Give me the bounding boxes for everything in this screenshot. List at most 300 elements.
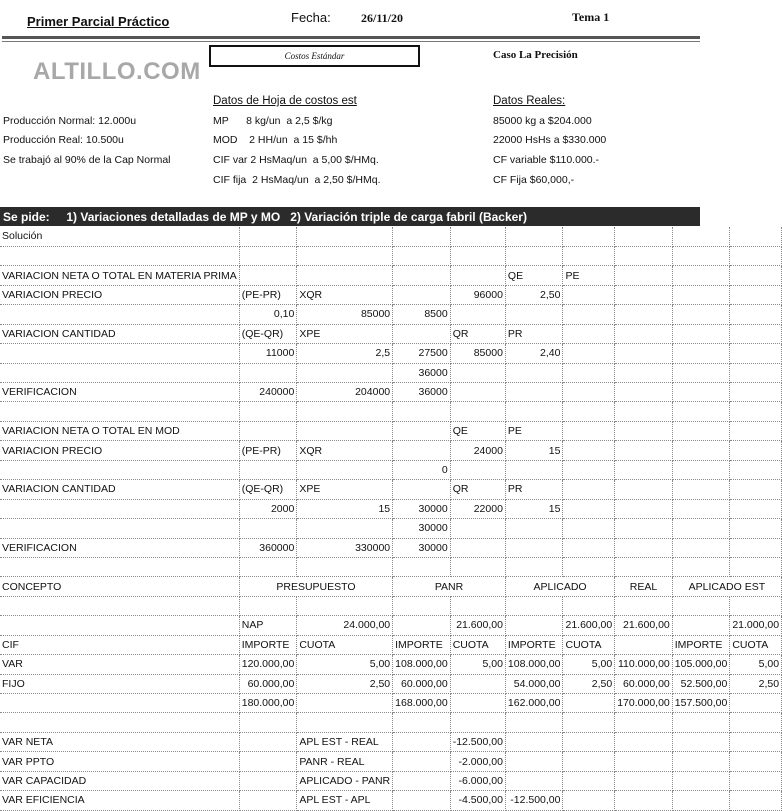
table-cell[interactable]: CIF (0, 635, 239, 654)
table-cell[interactable]: Solución (0, 227, 239, 246)
table-cell[interactable]: -12.500,00 (450, 732, 505, 751)
table-cell[interactable] (297, 402, 393, 421)
table-cell[interactable] (563, 713, 615, 732)
table-cell[interactable] (730, 713, 782, 732)
table-cell[interactable] (730, 557, 782, 576)
table-cell[interactable]: QE (505, 266, 563, 285)
table-cell[interactable] (297, 713, 393, 732)
table-cell[interactable] (730, 694, 782, 713)
table-cell[interactable] (0, 305, 239, 324)
table-cell[interactable] (0, 616, 239, 635)
table-cell[interactable] (730, 246, 782, 265)
table-cell[interactable]: 54.000,00 (505, 674, 563, 693)
table-cell[interactable] (563, 480, 615, 499)
table-cell[interactable] (393, 557, 451, 576)
table-cell[interactable] (672, 227, 730, 246)
table-cell[interactable]: 120.000,00 (239, 655, 297, 674)
table-cell[interactable] (672, 480, 730, 499)
table-cell[interactable] (239, 421, 297, 440)
table-cell[interactable] (730, 344, 782, 363)
table-cell[interactable]: 21.000,00 (730, 616, 782, 635)
table-cell[interactable]: -4.500,00 (450, 791, 505, 810)
table-cell[interactable]: IMPORTE (505, 635, 563, 654)
table-cell[interactable] (450, 694, 505, 713)
table-cell[interactable] (297, 694, 393, 713)
table-cell[interactable]: APLICADO (505, 577, 614, 596)
table-cell[interactable] (672, 460, 730, 479)
table-cell[interactable] (563, 538, 615, 557)
table-cell[interactable]: 360000 (239, 538, 297, 557)
table-cell[interactable] (672, 246, 730, 265)
table-cell[interactable] (505, 519, 563, 538)
table-cell[interactable]: 330000 (297, 538, 393, 557)
table-cell[interactable] (297, 227, 393, 246)
table-cell[interactable] (672, 616, 730, 635)
table-cell[interactable] (239, 732, 297, 751)
table-cell[interactable] (393, 791, 451, 810)
table-cell[interactable]: 5,00 (730, 655, 782, 674)
table-cell[interactable]: 5,00 (563, 655, 615, 674)
table-cell[interactable] (730, 441, 782, 460)
table-cell[interactable] (450, 557, 505, 576)
table-cell[interactable]: VAR PPTO (0, 752, 239, 771)
table-cell[interactable]: (QE-QR) (239, 480, 297, 499)
table-cell[interactable] (297, 363, 393, 382)
table-cell[interactable]: 85000 (297, 305, 393, 324)
table-cell[interactable] (615, 499, 673, 518)
table-cell[interactable] (672, 752, 730, 771)
table-cell[interactable] (0, 402, 239, 421)
table-cell[interactable]: XPE (297, 480, 393, 499)
table-cell[interactable] (563, 771, 615, 790)
table-cell[interactable] (239, 596, 297, 615)
table-cell[interactable]: 108.000,00 (505, 655, 563, 674)
table-cell[interactable] (672, 596, 730, 615)
table-cell[interactable] (505, 557, 563, 576)
table-cell[interactable] (0, 499, 239, 518)
table-cell[interactable] (239, 246, 297, 265)
table-cell[interactable] (672, 324, 730, 343)
table-cell[interactable]: 157.500,00 (672, 694, 730, 713)
table-cell[interactable]: 96000 (450, 285, 505, 304)
table-cell[interactable]: CONCEPTO (0, 577, 239, 596)
table-cell[interactable] (563, 694, 615, 713)
table-cell[interactable] (615, 324, 673, 343)
table-cell[interactable]: IMPORTE (672, 635, 730, 654)
table-cell[interactable] (563, 519, 615, 538)
table-cell[interactable] (239, 771, 297, 790)
table-cell[interactable] (615, 344, 673, 363)
table-cell[interactable]: 24.000,00 (297, 616, 393, 635)
table-cell[interactable] (672, 538, 730, 557)
table-cell[interactable]: 15 (505, 441, 563, 460)
table-cell[interactable] (450, 383, 505, 402)
table-cell[interactable]: 36000 (393, 383, 451, 402)
table-cell[interactable]: 60.000,00 (239, 674, 297, 693)
table-cell[interactable] (615, 732, 673, 751)
table-cell[interactable] (239, 363, 297, 382)
table-cell[interactable]: 168.000,00 (393, 694, 451, 713)
table-cell[interactable]: 2,50 (297, 674, 393, 693)
table-cell[interactable] (297, 421, 393, 440)
table-cell[interactable]: -6.000,00 (450, 771, 505, 790)
table-cell[interactable] (393, 713, 451, 732)
table-cell[interactable] (450, 460, 505, 479)
table-cell[interactable] (450, 246, 505, 265)
table-cell[interactable]: VAR NETA (0, 732, 239, 751)
table-cell[interactable] (730, 305, 782, 324)
table-cell[interactable]: IMPORTE (393, 635, 451, 654)
table-cell[interactable] (672, 519, 730, 538)
table-cell[interactable]: QR (450, 324, 505, 343)
table-cell[interactable] (393, 771, 451, 790)
table-cell[interactable]: 21.600,00 (450, 616, 505, 635)
table-cell[interactable] (672, 499, 730, 518)
table-cell[interactable] (297, 557, 393, 576)
table-cell[interactable]: 0 (393, 460, 451, 479)
table-cell[interactable]: VARIACION PRECIO (0, 285, 239, 304)
table-cell[interactable] (672, 383, 730, 402)
table-cell[interactable] (505, 246, 563, 265)
table-cell[interactable] (239, 791, 297, 810)
table-cell[interactable] (393, 596, 451, 615)
table-cell[interactable] (297, 596, 393, 615)
table-cell[interactable] (450, 674, 505, 693)
table-cell[interactable]: 2,40 (505, 344, 563, 363)
table-cell[interactable] (730, 791, 782, 810)
table-cell[interactable]: VAR CAPACIDAD (0, 771, 239, 790)
table-cell[interactable] (505, 752, 563, 771)
table-cell[interactable] (615, 752, 673, 771)
table-cell[interactable]: APL EST - APL (297, 791, 393, 810)
table-cell[interactable] (505, 713, 563, 732)
table-cell[interactable]: VERIFICACION (0, 383, 239, 402)
table-cell[interactable]: 22000 (450, 499, 505, 518)
table-cell[interactable]: PR (505, 324, 563, 343)
table-cell[interactable] (0, 246, 239, 265)
table-cell[interactable] (615, 266, 673, 285)
table-cell[interactable]: IMPORTE (239, 635, 297, 654)
table-cell[interactable] (730, 596, 782, 615)
table-cell[interactable] (0, 344, 239, 363)
table-cell[interactable] (450, 363, 505, 382)
table-cell[interactable] (730, 480, 782, 499)
table-cell[interactable] (393, 480, 451, 499)
table-cell[interactable] (730, 402, 782, 421)
table-cell[interactable]: 2,50 (730, 674, 782, 693)
table-cell[interactable]: 240000 (239, 383, 297, 402)
table-cell[interactable] (615, 421, 673, 440)
table-cell[interactable]: 85000 (450, 344, 505, 363)
table-cell[interactable]: (QE-QR) (239, 324, 297, 343)
table-cell[interactable]: APL EST - REAL (297, 732, 393, 751)
table-cell[interactable] (450, 713, 505, 732)
table-cell[interactable]: 2,5 (297, 344, 393, 363)
table-cell[interactable] (297, 460, 393, 479)
table-cell[interactable] (297, 266, 393, 285)
table-cell[interactable] (505, 305, 563, 324)
table-cell[interactable] (730, 363, 782, 382)
table-cell[interactable] (393, 285, 451, 304)
table-cell[interactable] (393, 324, 451, 343)
table-cell[interactable] (505, 771, 563, 790)
table-cell[interactable]: 108.000,00 (393, 655, 451, 674)
table-cell[interactable] (672, 305, 730, 324)
table-cell[interactable] (615, 480, 673, 499)
table-cell[interactable]: VARIACION PRECIO (0, 441, 239, 460)
table-cell[interactable] (672, 344, 730, 363)
table-cell[interactable]: XQR (297, 285, 393, 304)
table-cell[interactable] (0, 713, 239, 732)
table-cell[interactable]: PANR - REAL (297, 752, 393, 771)
table-cell[interactable] (563, 421, 615, 440)
table-cell[interactable]: 24000 (450, 441, 505, 460)
table-cell[interactable] (730, 227, 782, 246)
table-cell[interactable]: NAP (239, 616, 297, 635)
table-cell[interactable]: 30000 (393, 499, 451, 518)
table-cell[interactable]: PR (505, 480, 563, 499)
table-cell[interactable] (672, 363, 730, 382)
table-cell[interactable]: 105.000,00 (672, 655, 730, 674)
table-cell[interactable] (615, 227, 673, 246)
table-cell[interactable] (730, 538, 782, 557)
table-cell[interactable] (730, 383, 782, 402)
table-cell[interactable] (0, 596, 239, 615)
table-cell[interactable]: 0,10 (239, 305, 297, 324)
table-cell[interactable]: 60.000,00 (393, 674, 451, 693)
table-cell[interactable] (450, 519, 505, 538)
table-cell[interactable] (393, 266, 451, 285)
table-cell[interactable] (505, 596, 563, 615)
table-cell[interactable]: VARIACION CANTIDAD (0, 324, 239, 343)
table-cell[interactable] (615, 285, 673, 304)
table-cell[interactable]: 36000 (393, 363, 451, 382)
table-cell[interactable] (393, 227, 451, 246)
table-cell[interactable]: 30000 (393, 538, 451, 557)
table-cell[interactable] (505, 538, 563, 557)
table-cell[interactable] (672, 732, 730, 751)
table-cell[interactable] (393, 752, 451, 771)
table-cell[interactable] (505, 227, 563, 246)
table-cell[interactable] (563, 363, 615, 382)
table-cell[interactable]: QE (450, 421, 505, 440)
table-cell[interactable] (0, 694, 239, 713)
table-cell[interactable]: (PE-PR) (239, 285, 297, 304)
table-cell[interactable]: FIJO (0, 674, 239, 693)
table-cell[interactable]: XQR (297, 441, 393, 460)
table-cell[interactable] (615, 791, 673, 810)
table-cell[interactable] (672, 402, 730, 421)
table-cell[interactable]: 5,00 (297, 655, 393, 674)
table-cell[interactable]: PRESUPUESTO (239, 577, 392, 596)
table-cell[interactable] (730, 421, 782, 440)
table-row (0, 324, 782, 343)
table-cell[interactable]: 8500 (393, 305, 451, 324)
table-cell[interactable] (505, 732, 563, 751)
table-cell[interactable]: CUOTA (730, 635, 782, 654)
table-cell[interactable] (393, 246, 451, 265)
table-cell[interactable]: -12.500,00 (505, 791, 563, 810)
table-cell[interactable] (730, 499, 782, 518)
table-cell[interactable]: VARIACION NETA O TOTAL EN MOD (0, 421, 239, 440)
table-cell[interactable] (239, 227, 297, 246)
table-cell[interactable]: VERIFICACION (0, 538, 239, 557)
table-cell[interactable] (563, 305, 615, 324)
table-cell[interactable]: CUOTA (563, 635, 615, 654)
table-cell[interactable] (0, 557, 239, 576)
table-cell[interactable]: 27500 (393, 344, 451, 363)
table-cell[interactable] (672, 441, 730, 460)
table-cell[interactable] (615, 538, 673, 557)
table-cell[interactable]: XPE (297, 324, 393, 343)
table-cell[interactable] (239, 713, 297, 732)
table-cell[interactable]: VARIACION NETA O TOTAL EN MATERIA PRIMA (0, 266, 239, 285)
table-cell[interactable] (615, 519, 673, 538)
table-cell[interactable] (672, 285, 730, 304)
table-cell[interactable] (615, 363, 673, 382)
table-cell[interactable] (563, 441, 615, 460)
table-cell[interactable]: PANR (393, 577, 506, 596)
table-cell[interactable]: 110.000,00 (615, 655, 673, 674)
table-cell[interactable] (563, 383, 615, 402)
table-cell[interactable] (239, 752, 297, 771)
table-cell[interactable]: 2,50 (563, 674, 615, 693)
table-cell[interactable] (672, 557, 730, 576)
table-cell[interactable] (0, 519, 239, 538)
table-cell[interactable] (505, 460, 563, 479)
table-cell[interactable] (0, 363, 239, 382)
table-cell[interactable] (672, 713, 730, 732)
table-cell[interactable]: 52.500,00 (672, 674, 730, 693)
table-row (0, 421, 782, 440)
table-cell[interactable] (615, 441, 673, 460)
table-cell[interactable]: 204000 (297, 383, 393, 402)
table-cell[interactable] (615, 305, 673, 324)
table-cell[interactable] (730, 460, 782, 479)
table-cell[interactable] (615, 635, 673, 654)
table-cell[interactable]: 5,00 (450, 655, 505, 674)
table-cell[interactable] (615, 383, 673, 402)
table-cell[interactable] (563, 596, 615, 615)
table-cell[interactable]: 162.000,00 (505, 694, 563, 713)
table-cell[interactable] (505, 616, 563, 635)
table-cell[interactable]: (PE-PR) (239, 441, 297, 460)
table-cell[interactable] (672, 421, 730, 440)
table-cell[interactable] (672, 791, 730, 810)
table-cell[interactable] (563, 344, 615, 363)
table-cell[interactable]: 15 (297, 499, 393, 518)
table-cell[interactable] (239, 402, 297, 421)
table-cell[interactable] (615, 460, 673, 479)
table-cell[interactable]: 2000 (239, 499, 297, 518)
table-cell[interactable]: 21.600,00 (615, 616, 673, 635)
table-cell[interactable] (393, 616, 451, 635)
table-cell[interactable] (563, 285, 615, 304)
table-cell[interactable] (505, 383, 563, 402)
table-cell[interactable] (563, 499, 615, 518)
table-cell[interactable] (393, 402, 451, 421)
table-cell[interactable] (730, 285, 782, 304)
table-cell[interactable] (615, 771, 673, 790)
table-cell[interactable] (450, 538, 505, 557)
table-cell[interactable] (730, 732, 782, 751)
table-cell[interactable]: 15 (505, 499, 563, 518)
table-cell[interactable] (615, 557, 673, 576)
table-cell[interactable] (393, 441, 451, 460)
table-cell[interactable]: QR (450, 480, 505, 499)
table-cell[interactable]: -2.000,00 (450, 752, 505, 771)
table-cell[interactable] (730, 266, 782, 285)
table-cell[interactable] (615, 596, 673, 615)
table-cell[interactable]: CUOTA (297, 635, 393, 654)
table-cell[interactable] (563, 227, 615, 246)
table-cell[interactable] (393, 421, 451, 440)
table-cell[interactable] (239, 519, 297, 538)
table-cell[interactable] (563, 460, 615, 479)
table-cell[interactable]: VAR EFICIENCIA (0, 791, 239, 810)
table-cell[interactable] (730, 771, 782, 790)
table-cell[interactable] (563, 246, 615, 265)
table-cell[interactable]: 2,50 (505, 285, 563, 304)
table-cell[interactable] (239, 557, 297, 576)
table-cell[interactable] (730, 519, 782, 538)
table-cell[interactable] (297, 519, 393, 538)
table-cell[interactable] (450, 266, 505, 285)
table-cell[interactable] (563, 557, 615, 576)
table-cell[interactable] (563, 732, 615, 751)
table-cell[interactable] (615, 713, 673, 732)
table-cell[interactable] (505, 363, 563, 382)
table-cell[interactable]: 30000 (393, 519, 451, 538)
table-cell[interactable] (730, 752, 782, 771)
table-cell[interactable] (450, 596, 505, 615)
table-cell[interactable] (239, 266, 297, 285)
table-cell[interactable]: PE (563, 266, 615, 285)
table-cell[interactable]: APLICADO EST (672, 577, 781, 596)
table-cell[interactable]: 21.600,00 (563, 616, 615, 635)
table-cell[interactable]: APLICADO - PANR (297, 771, 393, 790)
table-cell[interactable] (393, 732, 451, 751)
table-cell[interactable] (0, 460, 239, 479)
table-cell[interactable]: VAR (0, 655, 239, 674)
table-cell[interactable]: 180.000,00 (239, 694, 297, 713)
table-cell[interactable]: REAL (615, 577, 673, 596)
table-cell[interactable]: 170.000,00 (615, 694, 673, 713)
table-cell[interactable]: 60.000,00 (615, 674, 673, 693)
table-cell[interactable] (563, 791, 615, 810)
produccion-real: Producción Real: 10.500u (3, 134, 124, 146)
se-pide-banner: Se pide: 1) Variaciones detalladas de MP y MO 2) Variación triple de carga fabril (Backer) (0, 207, 700, 226)
table-cell[interactable] (239, 460, 297, 479)
table-cell[interactable] (450, 305, 505, 324)
table-cell[interactable] (563, 324, 615, 343)
table-cell[interactable]: PE (505, 421, 563, 440)
table-cell[interactable] (672, 771, 730, 790)
table-cell[interactable] (615, 402, 673, 421)
table-cell[interactable] (563, 752, 615, 771)
table-cell[interactable] (563, 402, 615, 421)
table-cell[interactable] (450, 227, 505, 246)
table-cell[interactable] (672, 266, 730, 285)
table-cell[interactable] (615, 246, 673, 265)
table-cell[interactable]: 11000 (239, 344, 297, 363)
table-cell[interactable] (730, 324, 782, 343)
table-cell[interactable] (505, 402, 563, 421)
table-cell[interactable]: CUOTA (450, 635, 505, 654)
table-cell[interactable]: VARIACION CANTIDAD (0, 480, 239, 499)
table-cell[interactable] (297, 246, 393, 265)
table-cell[interactable] (450, 402, 505, 421)
